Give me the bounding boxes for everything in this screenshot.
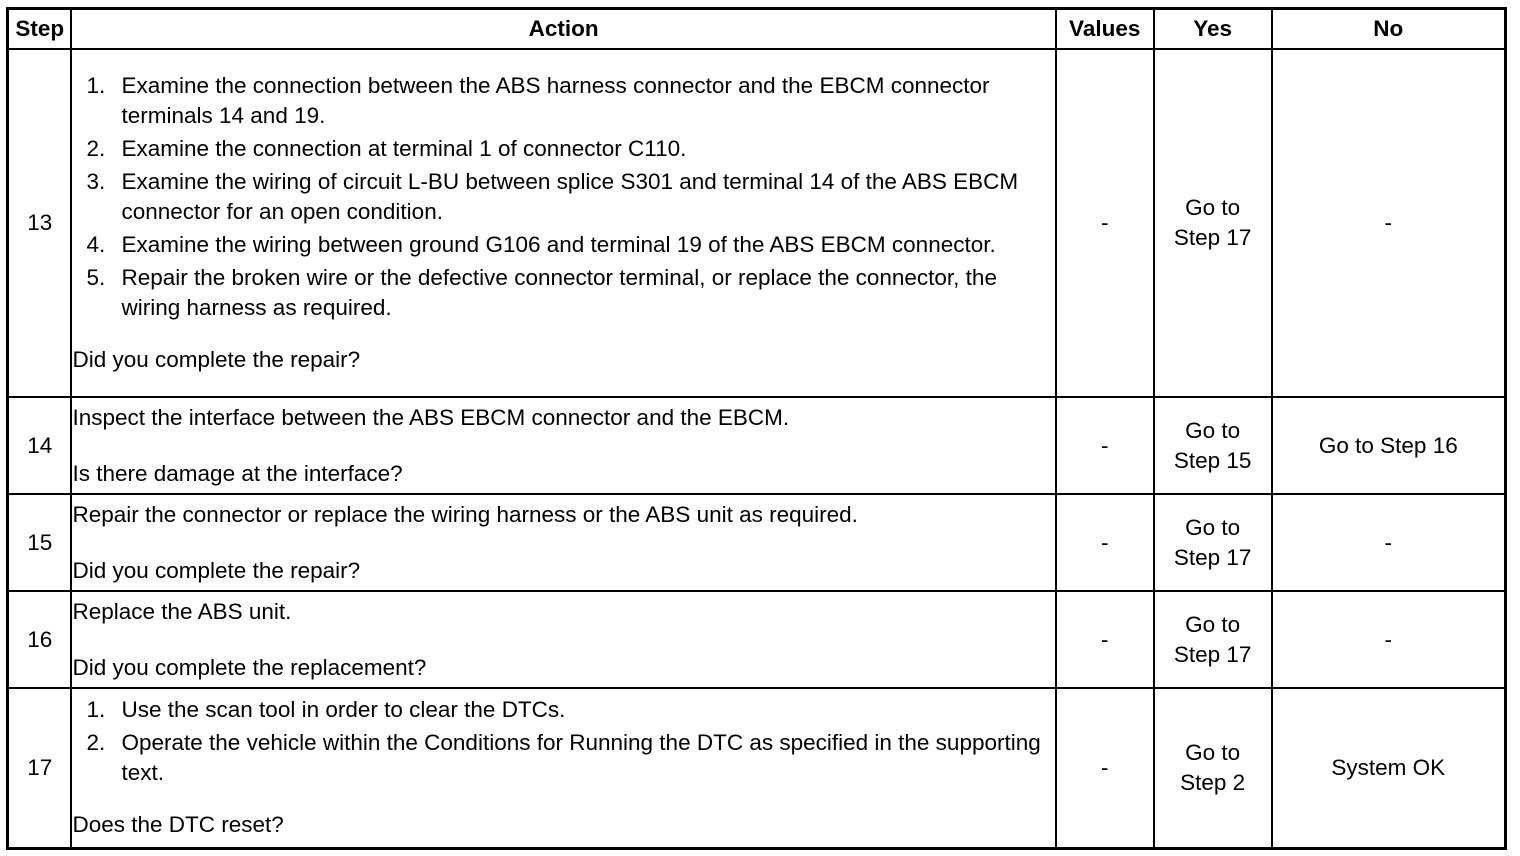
header-values: Values — [1056, 9, 1154, 50]
list-item — [72, 728, 1054, 788]
list-item-number: 5. — [86, 265, 106, 290]
table-row — [8, 397, 1506, 494]
yes-line-2: Step 17 — [1173, 641, 1252, 667]
yes-line-1: Go to — [1185, 417, 1241, 443]
diagnostic-table — [6, 7, 1507, 850]
list-item-text: Examine the wiring between ground G106 and terminal 19 of the ABS EBCM connector. — [121, 232, 996, 257]
yes-cell — [1154, 591, 1272, 688]
yes-cell — [1154, 494, 1272, 591]
no-cell: - — [1272, 49, 1506, 397]
no-cell: Go to Step 16 — [1272, 397, 1506, 494]
yes-cell — [1154, 688, 1272, 848]
action-cell — [71, 49, 1055, 397]
action-text: Replace the ABS unit. — [72, 598, 292, 624]
yes-cell — [1154, 397, 1272, 494]
no-cell: System OK — [1272, 688, 1506, 848]
action-cell — [71, 591, 1055, 688]
step-number: 15 — [8, 494, 72, 591]
action-question: Did you complete the replacement? — [72, 654, 427, 680]
action-question: Did you complete the repair? — [72, 347, 361, 372]
action-cell — [71, 494, 1055, 591]
list-item-number: 3. — [86, 169, 106, 194]
action-list — [72, 71, 1054, 323]
action-text: Inspect the interface between the ABS EBCM connector and the EBCM. — [72, 404, 790, 430]
list-item — [72, 167, 1054, 227]
values-cell: - — [1056, 688, 1154, 848]
list-item — [72, 71, 1054, 131]
list-item-text: Operate the vehicle within the Conditions for Running the DTC as specified in the supporting text. — [121, 730, 1041, 786]
table-row — [8, 49, 1506, 397]
header-row — [8, 9, 1506, 50]
yes-line-2: Step 15 — [1173, 447, 1252, 473]
yes-line-1: Go to — [1185, 514, 1241, 540]
list-item — [72, 230, 1054, 260]
header-action: Action — [71, 9, 1055, 50]
yes-line-1: Go to — [1185, 195, 1241, 220]
step-number: 14 — [8, 397, 72, 494]
values-cell: - — [1056, 49, 1154, 397]
action-question: Does the DTC reset? — [72, 812, 284, 838]
step-number: 16 — [8, 591, 72, 688]
yes-line-2: Step 17 — [1173, 225, 1252, 250]
header-yes: Yes — [1154, 9, 1272, 50]
yes-line-1: Go to — [1185, 739, 1241, 765]
yes-cell — [1154, 49, 1272, 397]
list-item-text: Examine the wiring of circuit L-BU between splice S301 and terminal 14 of the ABS EBCM connector for an open condition. — [121, 169, 1019, 224]
no-cell: - — [1272, 494, 1506, 591]
action-cell — [71, 688, 1055, 848]
yes-line-1: Go to — [1185, 611, 1241, 637]
list-item-number: 4. — [86, 232, 106, 257]
no-cell: - — [1272, 591, 1506, 688]
list-item-text: Use the scan tool in order to clear the DTCs. — [121, 697, 566, 723]
table-row — [8, 688, 1506, 848]
action-cell — [71, 397, 1055, 494]
table-row — [8, 591, 1506, 688]
action-text: Repair the connector or replace the wiring harness or the ABS unit as required. — [72, 501, 858, 527]
header-no: No — [1272, 9, 1506, 50]
list-item-text: Examine the connection at terminal 1 of connector C110. — [121, 136, 687, 161]
values-cell: - — [1056, 494, 1154, 591]
step-number: 17 — [8, 688, 72, 848]
list-item — [72, 695, 1054, 725]
list-item-number: 1. — [86, 73, 106, 98]
list-item-number: 2. — [86, 730, 106, 756]
list-item-text: Examine the connection between the ABS harness connector and the EBCM connector terminals 14 and 19. — [121, 73, 990, 128]
list-item-number: 1. — [86, 697, 106, 723]
header-step: Step — [8, 9, 72, 50]
action-question: Is there damage at the interface? — [72, 460, 403, 486]
list-item-number: 2. — [86, 136, 106, 161]
list-item-text: Repair the broken wire or the defective connector terminal, or replace the connector, the wiring harness as required. — [121, 265, 997, 320]
values-cell: - — [1056, 397, 1154, 494]
list-item — [72, 134, 1054, 164]
yes-line-2: Step 17 — [1173, 544, 1252, 570]
yes-line-2: Step 2 — [1180, 769, 1246, 795]
table-row — [8, 494, 1506, 591]
action-question: Did you complete the repair? — [72, 557, 361, 583]
action-list — [72, 695, 1054, 788]
values-cell: - — [1056, 591, 1154, 688]
step-number: 13 — [8, 49, 72, 397]
list-item — [72, 263, 1054, 323]
